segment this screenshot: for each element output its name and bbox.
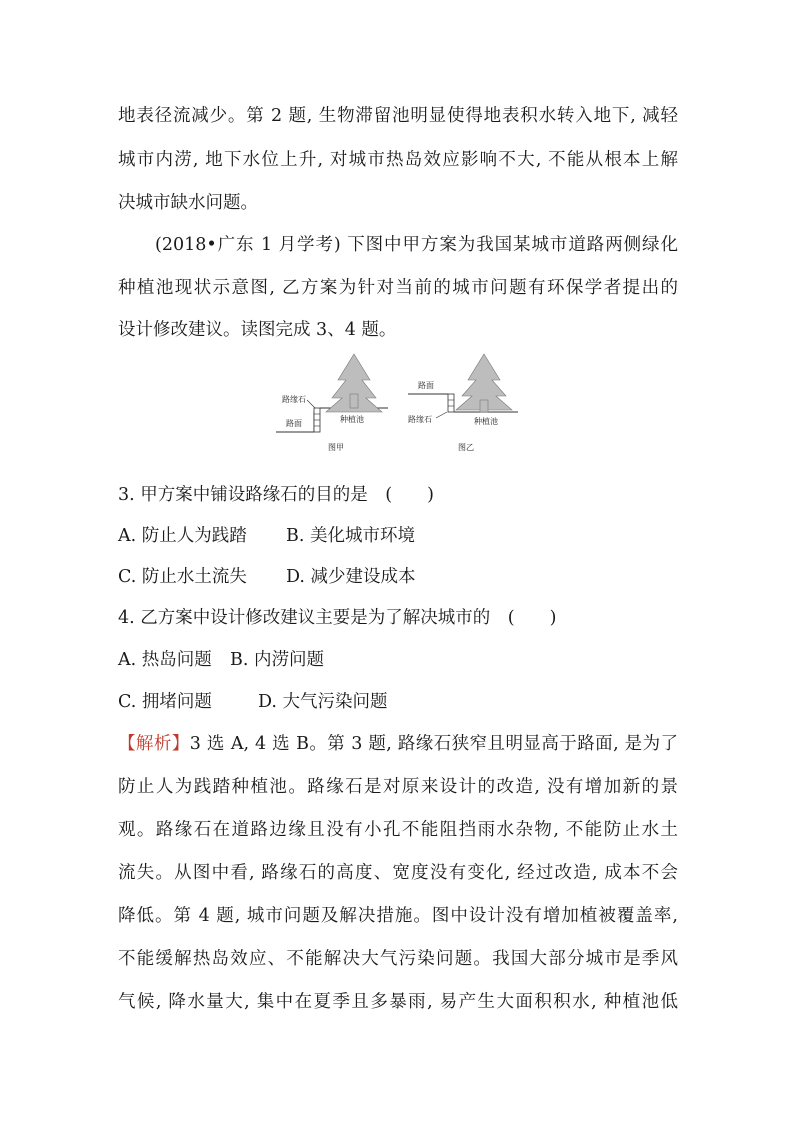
curb-stone <box>448 394 454 412</box>
option-b: B. 美化城市环境 <box>286 526 415 546</box>
diagram-svg <box>270 350 526 460</box>
caption: 图甲 <box>328 443 344 452</box>
curb-label: 路缘石 <box>282 395 306 404</box>
analysis-line <box>118 732 678 756</box>
pool-label: 种植池 <box>340 415 364 424</box>
option-a: A. 防止人为践踏 <box>118 526 247 546</box>
analysis-line: 降低。第 4 题, 城市问题及解决措施。图中设计没有增加植被覆盖率, <box>118 906 678 926</box>
analysis-line: 不能缓解热岛效应、不能解决大气污染问题。我国大部分城市是季风 <box>118 949 678 969</box>
analysis-line: 防止人为践踏种植池。路缘石是对原来设计的改造, 没有增加新的景 <box>118 777 678 797</box>
text-line: (2018•广东 1 月学考) 下图中甲方案为我国某城市道路两侧绿化 <box>155 235 678 255</box>
text-line: 地表径流减少。第 2 题, 生物滞留池明显使得地表积水转入地下, 减轻 <box>118 106 678 126</box>
question-stem: 4. 乙方案中设计修改建议主要是为了解决城市的 ( ) <box>118 608 557 628</box>
curb-label: 路缘石 <box>408 415 432 424</box>
caption: 图乙 <box>458 443 474 452</box>
analysis-label: 【解析】 <box>118 734 190 754</box>
planting-pool-diagram <box>270 350 526 460</box>
text-line: 种植池现状示意图, 乙方案为针对当前的城市问题有环保学者提出的 <box>118 278 678 298</box>
option-d: D. 减少建设成本 <box>286 567 416 587</box>
analysis-line: 观。路缘石在道路边缘且没有小孔不能阻挡雨水杂物, 不能防止水土 <box>118 820 678 840</box>
figure-right <box>408 354 518 452</box>
text-line: 决城市缺水问题。 <box>118 193 258 213</box>
option-c: C. 防止水土流失 <box>118 567 247 587</box>
question-stem: 3. 甲方案中铺设路缘石的目的是 ( ) <box>118 485 434 505</box>
road-label: 路面 <box>286 419 302 428</box>
analysis-line: 气候, 降水量大, 集中在夏季且多暴雨, 易产生大面积积水, 种植池低 <box>118 992 678 1012</box>
road-label: 路面 <box>418 381 434 390</box>
pool-label: 种植池 <box>474 417 498 426</box>
analysis-line: 流失。从图中看, 路缘石的高度、宽度没有变化, 经过改造, 成本不会 <box>118 863 678 883</box>
option-c: C. 拥堵问题 <box>118 692 212 712</box>
option-a: A. 热岛问题 <box>118 650 212 670</box>
text-line: 设计修改建议。读图完成 3、4 题。 <box>118 320 397 340</box>
option-d: D. 大气污染问题 <box>258 692 388 712</box>
option-b: B. 内涝问题 <box>230 650 324 670</box>
text-line: 城市内涝, 地下水位上升, 对城市热岛效应影响不大, 不能从根本上解 <box>118 150 678 170</box>
figure-left <box>276 354 388 452</box>
analysis-text: 3 选 A, 4 选 B。第 3 题, 路缘石狭窄且明显高于路面, 是为了 <box>189 734 679 754</box>
